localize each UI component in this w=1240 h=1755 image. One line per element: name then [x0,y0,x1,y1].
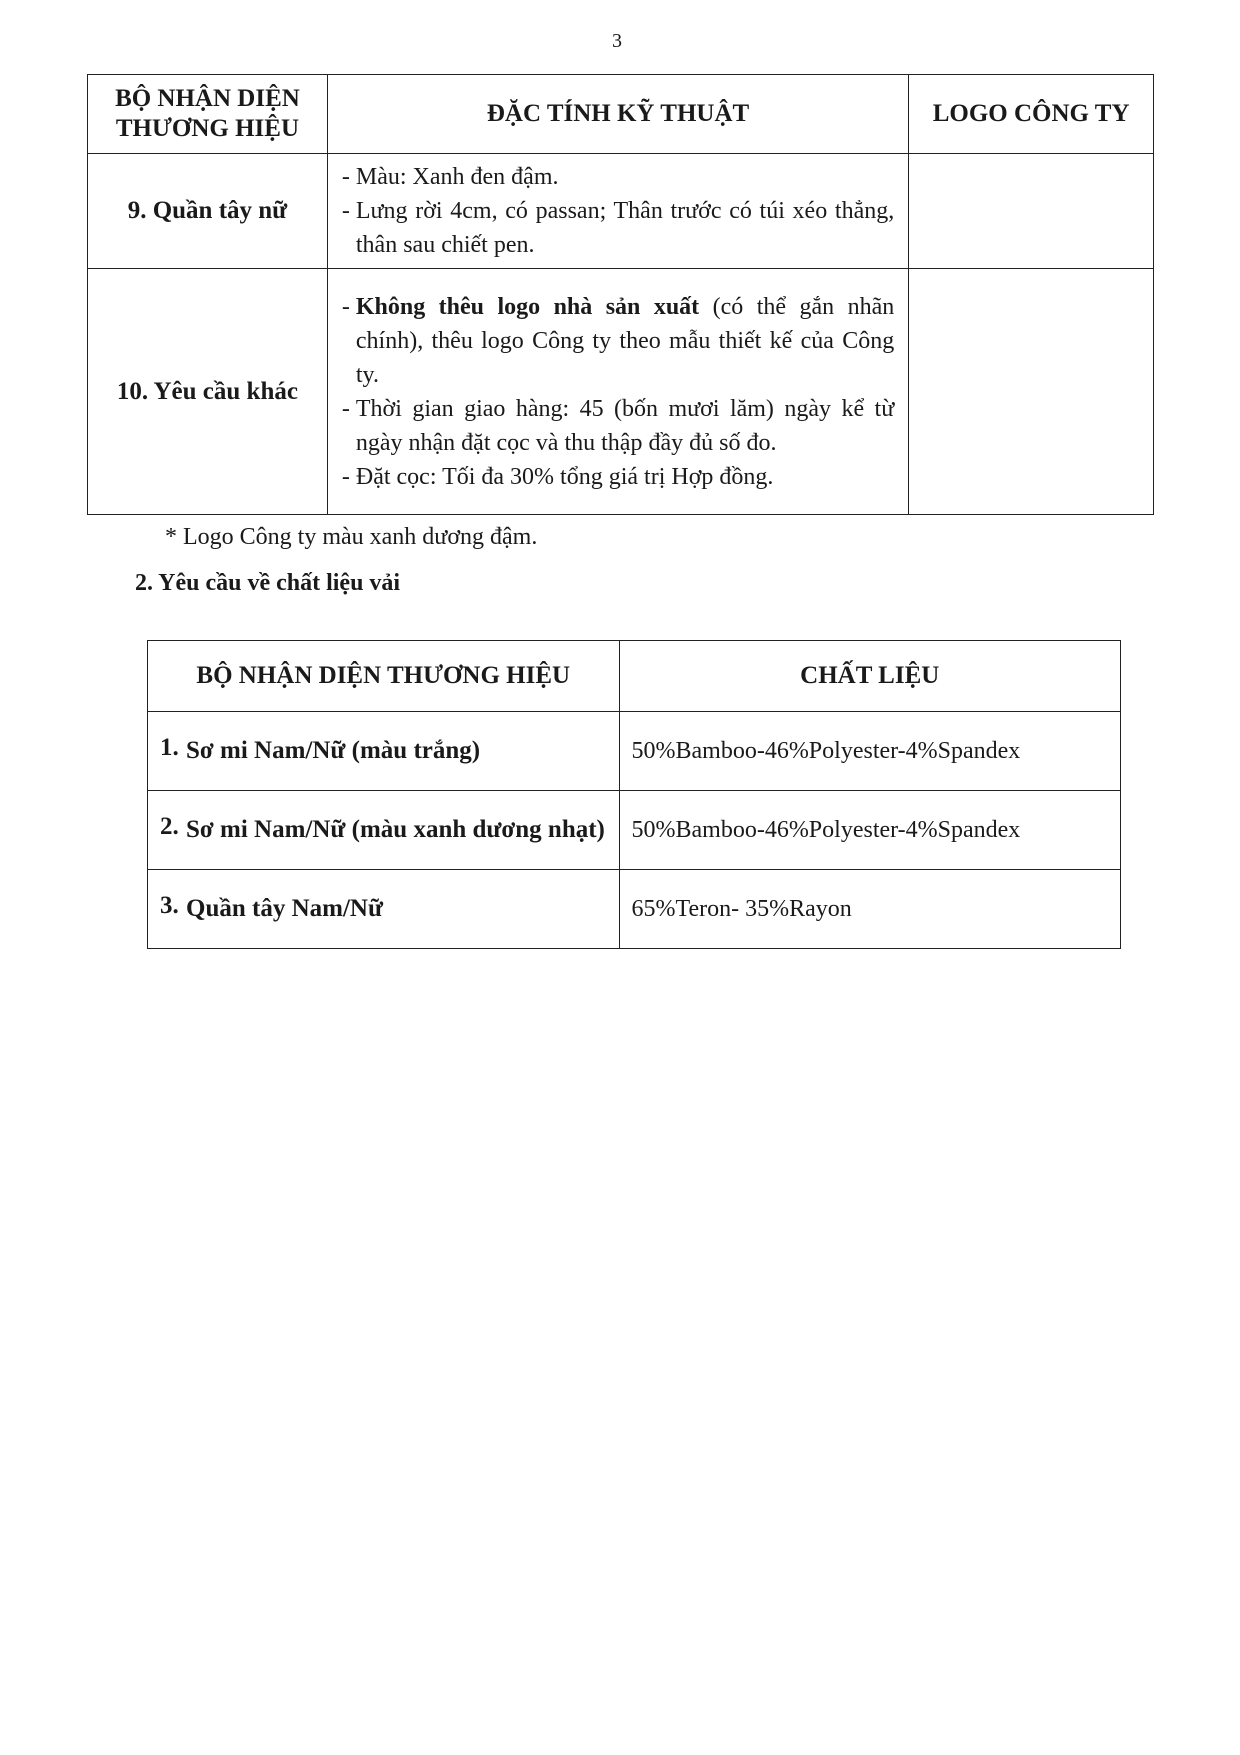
spec-cell [327,154,908,269]
spec-table-header-row [88,75,1154,154]
table-row [88,269,1154,515]
table-row [148,870,1121,949]
material-cell: 65%Teron- 35%Rayon [619,870,1121,949]
spec-line: - Lưng rời 4cm, có passan; Thân trước có túi xéo thẳng, thân sau chiết pen. [341,198,895,258]
spec-line: - Thời gian giao hàng: 45 (bốn mươi lăm) ngày kể từ ngày nhận đặt cọc và thu thập đầy đủ số đo. [341,395,895,456]
spec-table [87,74,1154,515]
spec-line: - Đặt cọc: Tối đa 30% tổng giá trị Hợp đồng. [341,463,774,490]
brand-cell: 9. Quần tây nữ [88,154,328,269]
logo-cell [909,154,1154,269]
material-table-header-row [148,641,1121,712]
logo-color-note: * Logo Công ty màu xanh dương đậm. [165,524,538,550]
item-cell: 3. Quần tây Nam/Nữ [148,870,620,949]
header-brand: BỘ NHẬN DIỆN THƯƠNG HIỆU [148,641,620,712]
header-logo: LOGO CÔNG TY [909,75,1154,154]
header-spec: ĐẶC TÍNH KỸ THUẬT [327,75,908,154]
material-cell: 50%Bamboo-46%Polyester-4%Spandex [619,791,1121,870]
spec-line: - Không thêu logo nhà sản xuất (có thể gắn nhãn chính), thêu logo Công ty theo mẫu thiết kế của Công ty. [341,293,895,388]
table-row [148,712,1121,791]
brand-cell: 10. Yêu cầu khác [88,269,328,515]
spec-line: - Màu: Xanh đen đậm. [341,164,559,190]
header-brand: BỘ NHẬN DIỆN THƯƠNG HIỆU [88,75,328,154]
page-number: 3 [612,30,622,52]
table-row [148,791,1121,870]
logo-cell [909,269,1154,515]
material-cell: 50%Bamboo-46%Polyester-4%Spandex [619,712,1121,791]
material-table [147,640,1121,949]
item-cell: 2. Sơ mi Nam/Nữ (màu xanh dương nhạt) [148,791,620,870]
spec-cell [327,269,908,515]
table-row [88,154,1154,269]
section-title: 2. Yêu cầu về chất liệu vải [135,570,401,596]
item-cell: 1. Sơ mi Nam/Nữ (màu trắng) [148,712,620,791]
header-material: CHẤT LIỆU [619,641,1121,712]
